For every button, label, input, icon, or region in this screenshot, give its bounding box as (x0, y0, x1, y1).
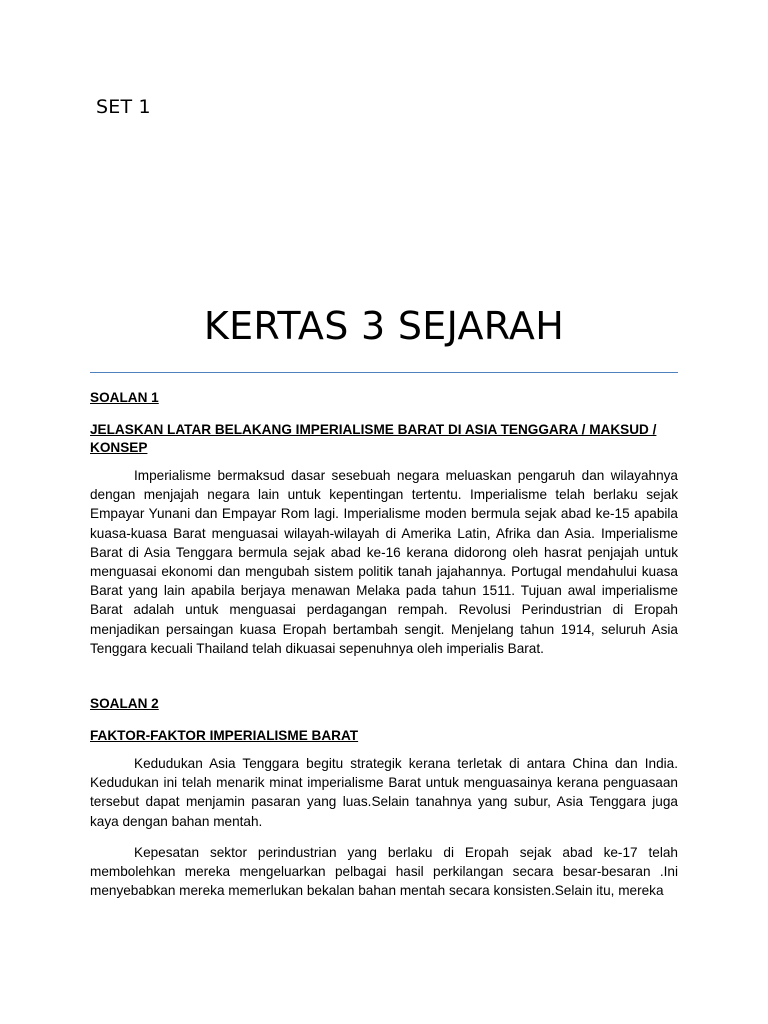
section-heading: JELASKAN LATAR BELAKANG IMPERIALISME BARAT DI ASIA TENGGARA / MAKSUD / KONSEP (90, 422, 657, 455)
section-soalan-2 (90, 695, 678, 900)
body-paragraph: Kedudukan Asia Tenggara begitu strategik kerana terletak di antara China dan India. Kedudukan ini telah menarik minat imperialisme Barat untuk menguasainya kerana penguasaan tersebut dapat menjamin pasaran yang luas.Selain tanahnya yang subur, Asia Tenggara juga kaya dengan bahan mentah. (90, 756, 678, 829)
body-paragraph: Imperialisme bermaksud dasar sesebuah negara meluaskan pengaruh dan wilayahnya dengan menjajah negara lain untuk kepentingan tertentu. Imperialisme telah berlaku sejak Empayar Yunani dan Empayar Rom lagi. Imperialisme moden bermula sejak abad ke-15 apabila kuasa-kuasa Barat menguasai wilayah-wilayah di Amerika Latin, Afrika dan Asia. Imperialisme Barat di Asia Tenggara bermula sejak abad ke-16 kerana didorong oleh hasrat penjajah untuk menguasai ekonomi dan mengubah sistem politik tanah jajahannya. Portugal mendahului kuasa Barat yang lain apabila berjaya menawan Melaka pada tahun 1511. Tujuan awal imperialisme Barat adalah untuk menguasai perdagangan rempah. Revolusi Perindustrian di Eropah menjadikan persaingan kuasa Eropah bertambah sengit. Menjelang tahun 1914, seluruh Asia Tenggara kecuali Thailand telah dikuasai sepenuhnya oleh imperialis Barat. (90, 468, 678, 656)
title-divider (90, 372, 678, 373)
document-body (90, 389, 678, 900)
set-label: SET 1 (96, 96, 151, 118)
body-paragraph: Kepesatan sektor perindustrian yang berlaku di Eropah sejak abad ke-17 telah membolehkan mereka mengeluarkan pelbagai hasil perkilangan secara besar-besaran .Ini menyebabkan mereka memerlukan bekalan bahan mentah secara konsisten.Selain itu, mereka (90, 844, 678, 899)
section-soalan-1 (90, 389, 678, 658)
section-heading: FAKTOR-FAKTOR IMPERIALISME BARAT (90, 728, 359, 744)
document-title: KERTAS 3 SEJARAH (203, 304, 565, 348)
section-label: SOALAN 1 (90, 390, 159, 405)
section-label: SOALAN 2 (90, 696, 159, 712)
